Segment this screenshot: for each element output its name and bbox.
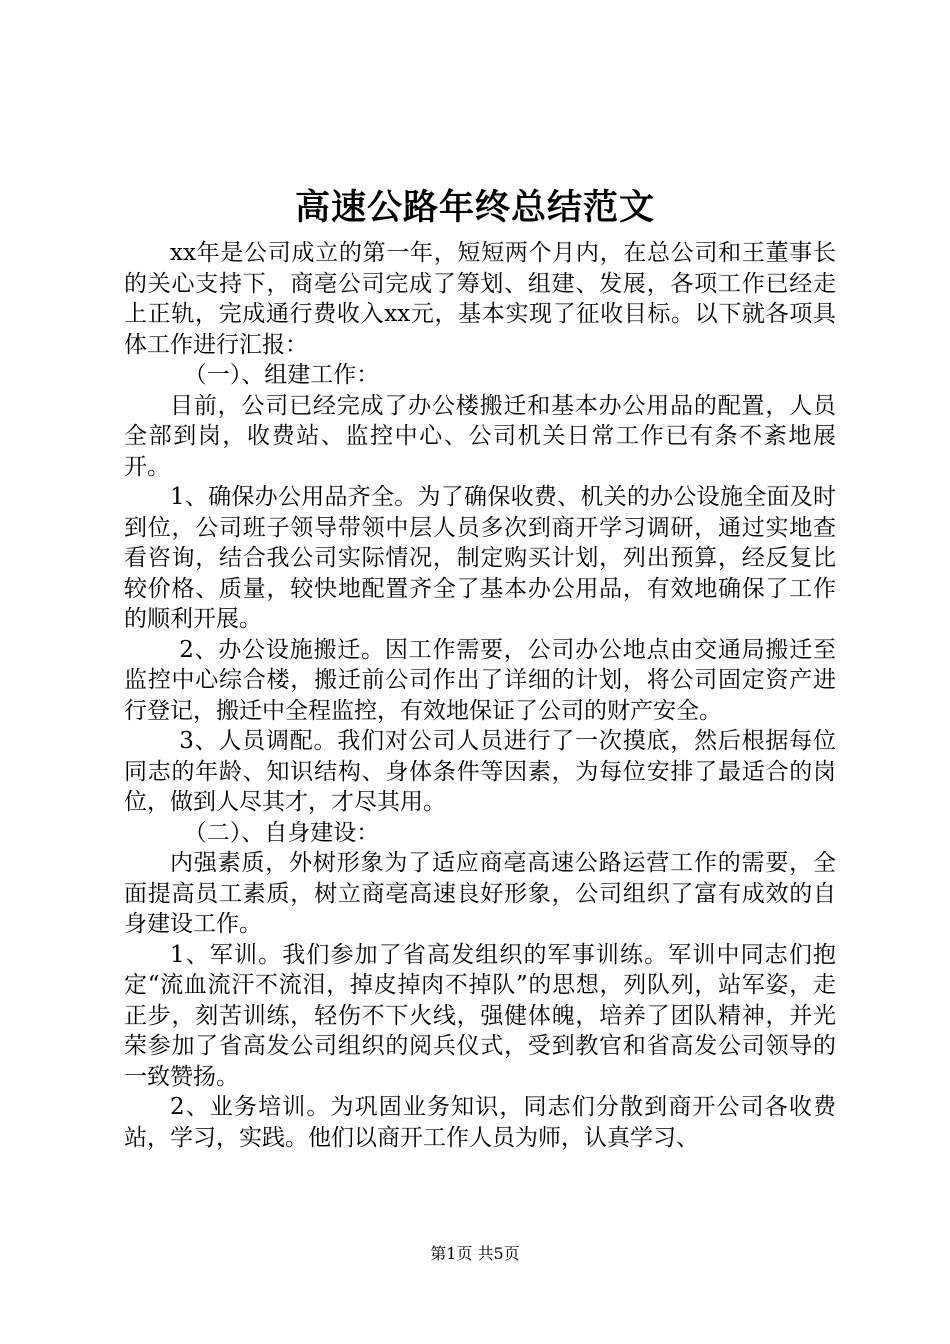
paragraph-staffing: 3、人员调配。我们对公司人员进行了一次摸底，然后根据每位同志的年龄、知识结构、身体条件等因素，为每位安排了最适合的岗位，做到人尽其才，才尽其用。 (124, 728, 836, 815)
paragraph-self-building: 内强素质，外树形象为了适应商亳高速公路运营工作的需要，全面提高员工素质，树立商亳高速良好形象，公司组织了富有成效的自身建设工作。 (124, 850, 836, 937)
paragraph-military-training: 1、军训。我们参加了省高发组织的军事训练。军训中同志们抱定“流血流汗不流泪，掉皮掉肉不掉队”的思想，列队列，站军姿，走正步，刻苦训练，轻伤不下火线，强健体魄，培养了团队精神，并光荣参加了省高发公司组织的阅兵仪式，受到教官和省高发公司领导的一致赞扬。 (124, 941, 836, 1090)
document-body (124, 238, 836, 1153)
section-heading-1: （一）、组建工作： (183, 362, 380, 388)
section-heading-2: （二）、自身建设： (183, 819, 380, 846)
paragraph-office-relocation: 2、办公设施搬迁。因工作需要，公司办公地点由交通局搬迁至监控中心综合楼，搬迁前公司作出了详细的计划，将公司固定资产进行登记，搬迁中全程监控，有效地保证了公司的财产安全。 (124, 636, 836, 724)
paragraph-organization: 目前，公司已经完成了办公楼搬迁和基本办公用品的配置，人员全部到岗，收费站、监控中心、公司机关日常工作已有条不紊地展开。 (124, 392, 836, 480)
paragraph-office-supplies: 1、确保办公用品齐全。为了确保收费、机关的办公设施全面及时到位，公司班子领导带领中层人员多次到商开学习调研，通过实地查看咨询，结合我公司实际情况，制定购买计划，列出预算，经反复比较价格、质量，较快地配置齐全了基本办公用品，有效地确保了工作的顺利开展。 (124, 484, 836, 632)
paragraph-intro: xx年是公司成立的第一年，短短两个月内，在总公司和王董事长的关心支持下，商亳公司完成了筹划、组建、发展，各项工作已经走上正轨，完成通行费收入xx元，基本实现了征收目标。以下就各项具体工作进行汇报： (124, 240, 836, 358)
page-number-footer: 第1页 共5页 (430, 1244, 520, 1263)
document-title: 高速公路年终总结范文 (294, 187, 655, 228)
paragraph-business-training: 2、业务培训。为巩固业务知识，同志们分散到商开公司各收费站，学习，实践。他们以商开工作人员为师，认真学习、 (124, 1094, 836, 1151)
